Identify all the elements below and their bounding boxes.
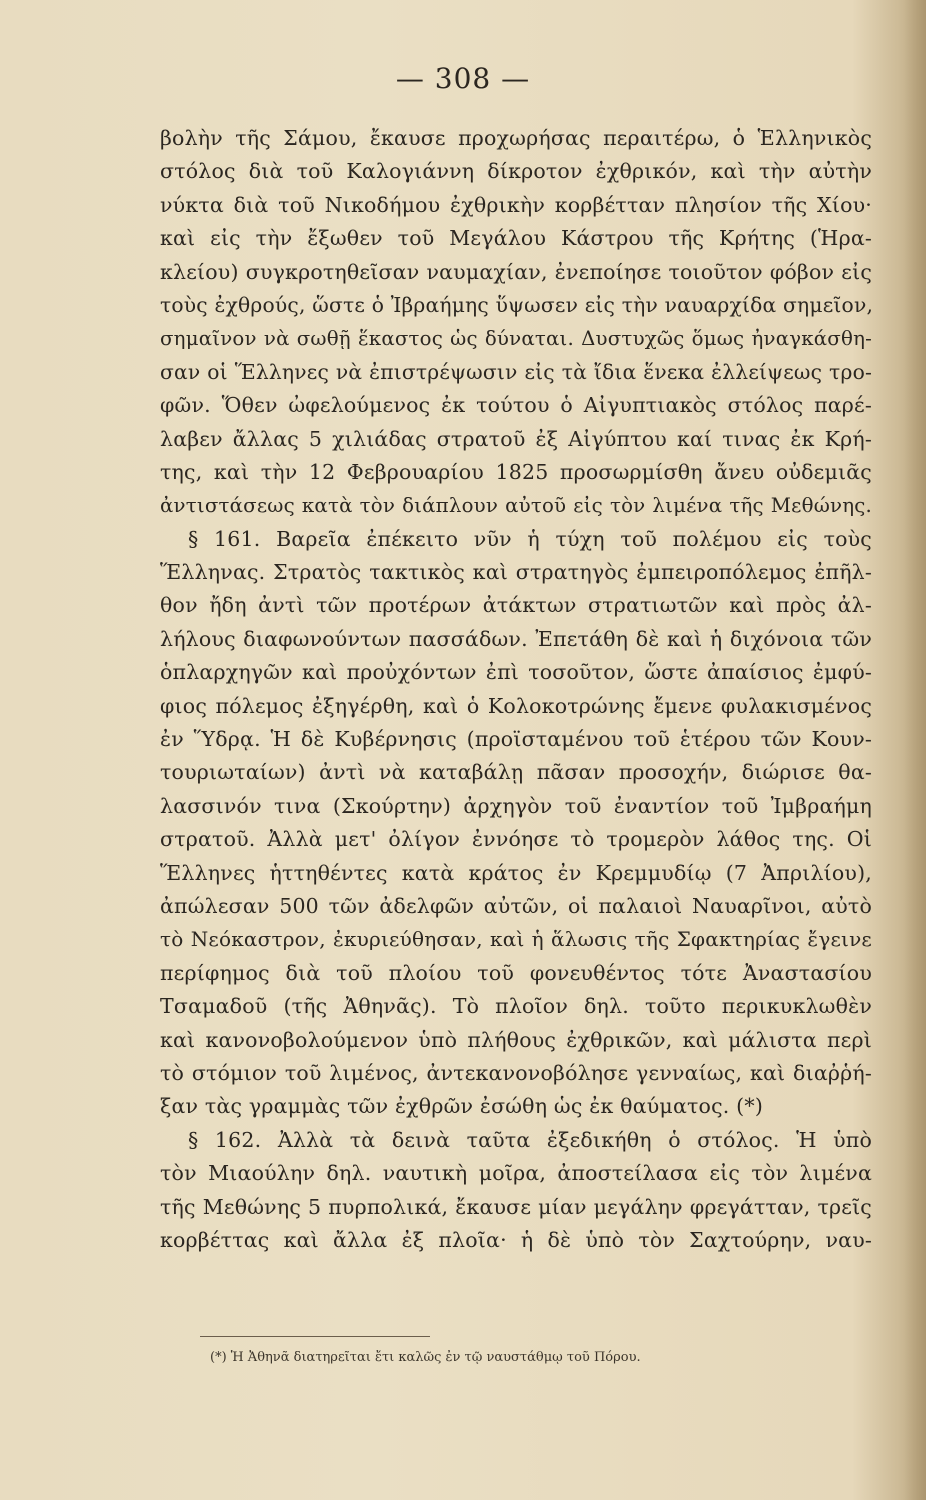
text-line: φῶν. Ὅθεν ὠφελούμενος ἐκ τούτου ὁ Αἰγυπτιακὸς στόλος παρέ- <box>160 393 872 418</box>
footnote-divider <box>200 1336 430 1337</box>
text-line: σαν οἱ Ἕλληνες νὰ ἐπιστρέψωσιν εἰς τὰ ἴδια ἕνεκα ἐλλείψεως τρο- <box>160 359 872 384</box>
text-line: τὸ Νεόκαστρον, ἐκυριεύθησαν, καὶ ἡ ἅλωσις τῆς Σφακτηρίας ἔγεινε <box>160 927 872 952</box>
text-line: στόλος διὰ τοῦ Καλογιάννη δίκροτον ἐχθρικόν, καὶ τὴν αὐτὴν <box>160 159 872 184</box>
text-line: ὁπλαρχηγῶν καὶ προὐχόντων ἐπὶ τοσοῦτον, ὥστε ἀπαίσιος ἐμφύ- <box>160 660 872 685</box>
text-line: φιος πόλεμος ἐξηγέρθη, καὶ ὁ Κολοκοτρώνης ἔμενε φυλακισμένος <box>160 693 872 718</box>
text-line: Τσαμαδοῦ (τῆς Ἀθηνᾶς). Τὸ πλοῖον δηλ. τοῦτο περικυκλωθὲν <box>160 994 872 1019</box>
text-line: λασσινόν τινα (Σκούρτην) ἀρχηγὸν τοῦ ἐναντίον τοῦ Ἰμβραήμη <box>160 793 872 818</box>
text-line: βολὴν τῆς Σάμου, ἔκαυσε προχωρήσας περαιτέρω, ὁ Ἑλληνικὸς <box>160 126 872 150</box>
text-line: περίφημος διὰ τοῦ πλοίου τοῦ φονευθέντος τότε Ἀναστασίου <box>160 960 872 985</box>
text-line: θον ἤδη ἀντὶ τῶν προτέρων ἀτάκτων στρατιωτῶν καὶ πρὸς ἀλ- <box>160 593 872 618</box>
text-line: τῆς Μεθώνης 5 πυρπολικά, ἔκαυσε μίαν μεγάλην φρεγάτταν, τρεῖς <box>160 1194 872 1219</box>
text-line: της, καὶ τὴν 12 Φεβρουαρίου 1825 προσωρμίσθη ἄνευ οὐδεμιᾶς <box>160 459 872 484</box>
text-line: στρατοῦ. Ἀλλὰ μετ' ὀλίγον ἐννόησε τὸ τρομερὸν λάθος της. Οἱ <box>160 827 872 852</box>
section-162-start: § 162. Ἀλλὰ τὰ δεινὰ ταῦτα ἐξεδικήθη ὁ στόλος. Ἡ ὑπὸ <box>188 1127 872 1152</box>
text-line: Ἕλληνες ἡττηθέντες κατὰ κράτος ἐν Κρεμμυδίῳ (7 Ἀπριλίου), <box>160 860 872 885</box>
text-line: Ἕλληνας. Στρατὸς τακτικὸς καὶ στρατηγὸς ἐμπειροπόλεμος ἐπῆλ- <box>160 560 872 585</box>
text-line: ξαν τὰς γραμμὰς τῶν ἐχθρῶν ἐσώθη ὡς ἐκ θαύματος. (*) <box>160 1094 764 1119</box>
text-line: τοὺς ἐχθρούς, ὥστε ὁ Ἰβραήμης ὕψωσεν εἰς τὴν ναυαρχίδα σημεῖον, <box>160 292 874 317</box>
text-line: κορβέττας καὶ ἄλλα ἐξ πλοῖα· ἡ δὲ ὑπὸ τὸν Σαχτούρην, ναυ- <box>160 1227 872 1252</box>
text-line: ἀντιστάσεως κατὰ τὸν διάπλουν αὐτοῦ εἰς τὸν λιμένα τῆς Μεθώνης. <box>160 494 872 518</box>
text-line: ἀπώλεσαν 500 τῶν ἀδελφῶν αὐτῶν, οἱ παλαιοὶ Ναυαρῖνοι, αὐτὸ <box>160 893 872 918</box>
section-161-start: § 161. Βαρεῖα ἐπέκειτο νῦν ἡ τύχη τοῦ πολέμου εἰς τοὺς <box>188 526 872 551</box>
text-line: κλείου) συγκροτηθεῖσαν ναυμαχίαν, ἐνεποίησε τοιοῦτον φόβον εἰς <box>160 259 872 284</box>
page-edge-shadow <box>904 0 926 1500</box>
text-line: καὶ εἰς τὴν ἔξωθεν τοῦ Μεγάλου Κάστρου τῆς Κρήτης (Ἡρα- <box>160 226 872 251</box>
text-line: λαβεν ἄλλας 5 χιλιάδας στρατοῦ ἐξ Αἰγύπτου καί τινας ἐκ Κρή- <box>160 426 872 451</box>
text-line: καὶ κανονοβολούμενον ὑπὸ πλήθους ἐχθρικῶν, καὶ μάλιστα περὶ <box>160 1027 872 1052</box>
text-line: τὸ στόμιον τοῦ λιμένος, ἀντεκανονοβόλησε γενναίως, καὶ διαῤῥή- <box>160 1060 872 1085</box>
page-number: — 308 — <box>395 62 531 95</box>
body-text <box>160 122 872 1257</box>
text-line: νύκτα διὰ τοῦ Νικοδήμου ἐχθρικὴν κορβέτταν πλησίον τῆς Χίου· <box>160 192 872 217</box>
footnote: (*) Ἡ Ἀθηνᾶ διατηρεῖται ἔτι καλῶς ἐν τῷ ναυστάθμῳ τοῦ Πόρου. <box>210 1350 641 1365</box>
text-line: τουριωταίων) ἀντὶ νὰ καταβάλῃ πᾶσαν προσοχήν, διώρισε θα- <box>160 760 872 785</box>
text-line: σημαῖνον νὰ σωθῇ ἕκαστος ὡς δύναται. Δυστυχῶς ὅμως ἠναγκάσθη- <box>160 327 872 351</box>
text-line: ἐν Ὕδρᾳ. Ἡ δὲ Κυβέρνησις (προϊσταμένου τοῦ ἑτέρου τῶν Κουν- <box>160 727 872 752</box>
text-line: λήλους διαφωνούντων πασσάδων. Ἐπετάθη δὲ καὶ ἡ διχόνοια τῶν <box>160 626 872 651</box>
text-line: τὸν Μιαούλην δηλ. ναυτικὴ μοῖρα, ἀποστείλασα εἰς τὸν λιμένα <box>160 1161 872 1186</box>
